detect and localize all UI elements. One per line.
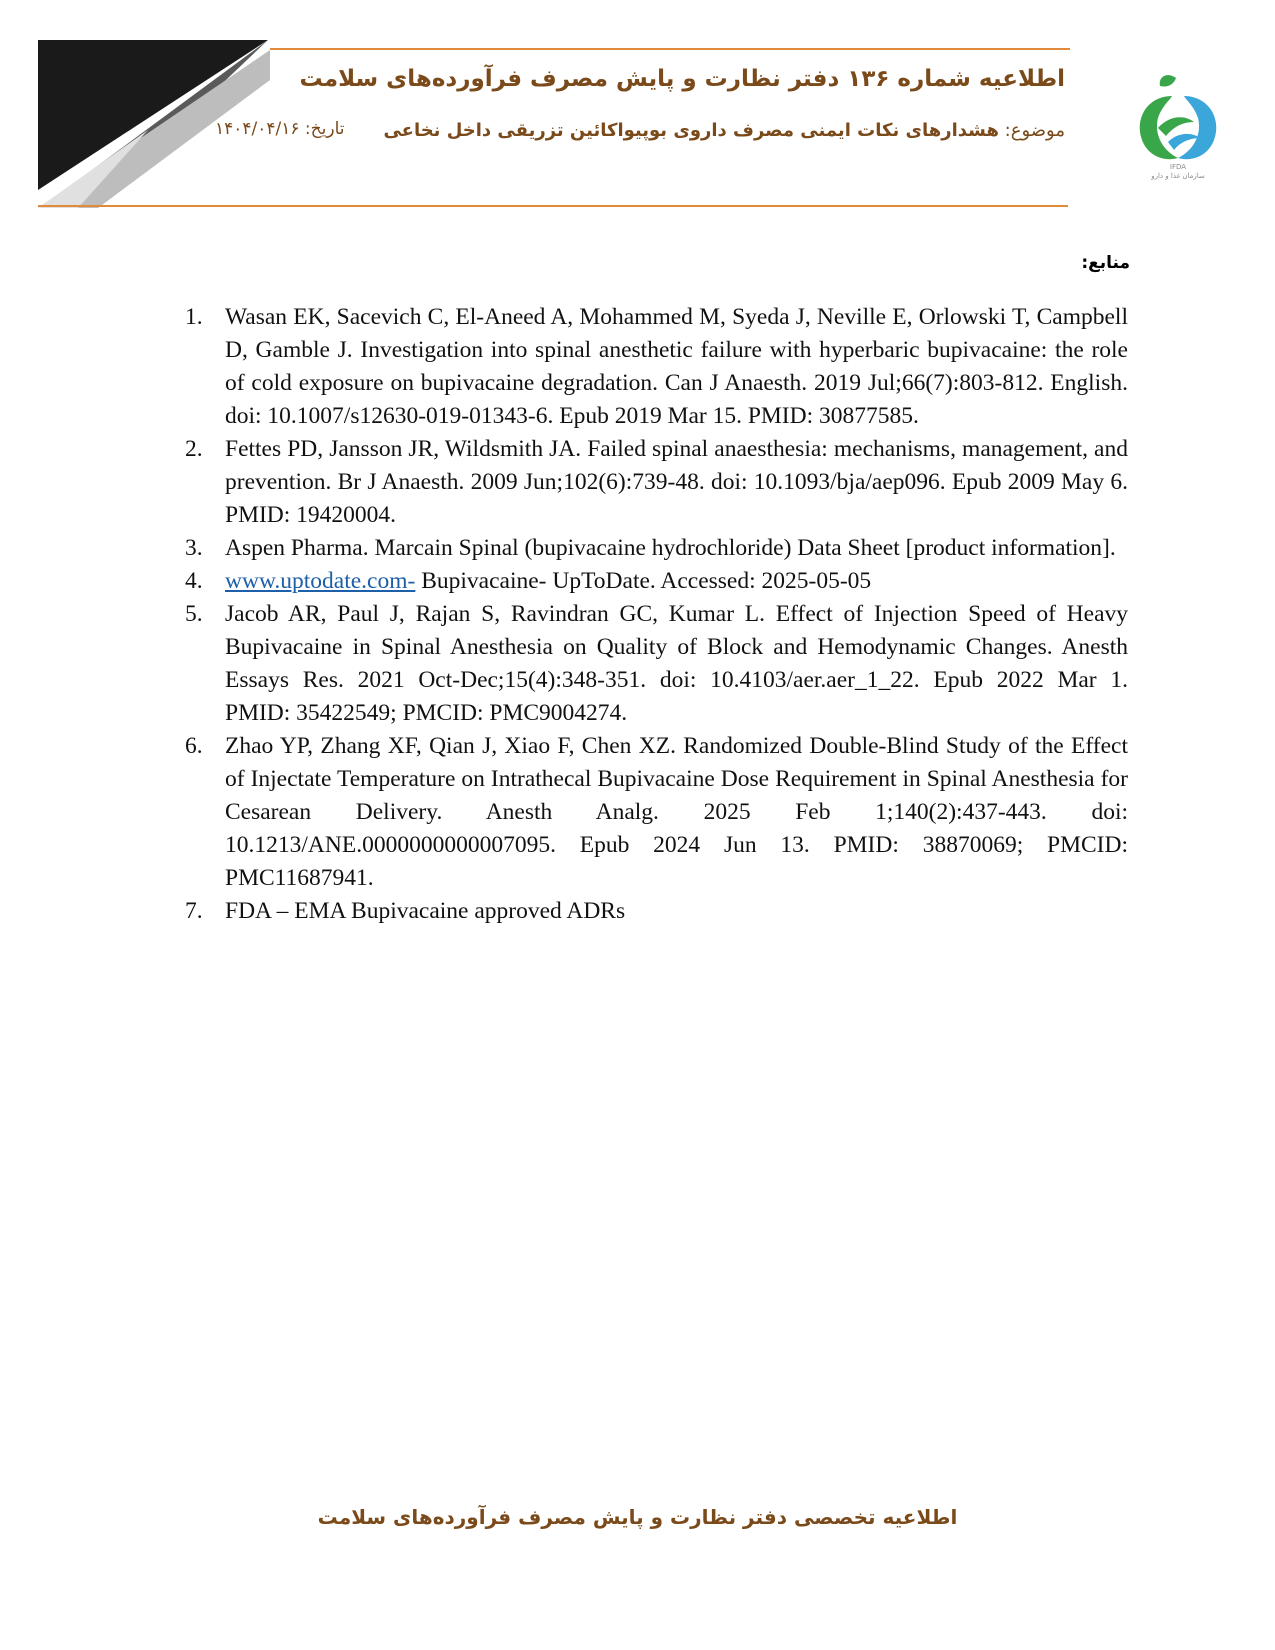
- header-bottom-rule: [38, 205, 1068, 207]
- reference-item: 2. Fettes PD, Jansson JR, Wildsmith JA. Failed spinal anaesthesia: mechanisms, management, and prevention. Br J Anaesth. 2009 Jun;102(6):739-48. doi: 10.1093/bja/aep096. Epub 2009 May 6. PMID: 19420004.: [185, 436, 1128, 528]
- subject-label: موضوع:: [1004, 120, 1065, 141]
- reference-text: FDA – EMA Bupivacaine approved ADRs: [225, 898, 626, 924]
- subject-value: هشدارهای نکات ایمنی مصرف داروی بوپیواکائین تزریقی داخل نخاعی: [383, 120, 999, 141]
- uptodate-link[interactable]: www.uptodate.com-: [225, 568, 416, 594]
- reference-item: 1. Wasan EK, Sacevich C, El-Aneed A, Mohammed M, Syeda J, Neville E, Orlowski T, Campbell D, Gamble J. Investigation into spinal anesthetic failure with hyperbaric bupivacaine: the role of cold exposure on bupivacaine degradation. Can J Anaesth. 2019 Jul;66(7):803-812. English. doi: 10.1007/s12630-019-01343-6. Epub 2019 Mar 15. PMID: 30877585.: [185, 304, 1128, 429]
- date-label: تاریخ:: [304, 119, 345, 139]
- reference-text: Aspen Pharma. Marcain Spinal (bupivacaine hydrochloride) Data Sheet [product information].: [225, 535, 1116, 561]
- document-subject: [383, 120, 1065, 141]
- reference-item: 4. www.uptodate.com- Bupivacaine- UpToDate. Accessed: 2025-05-05: [185, 568, 872, 594]
- logo-caption-en: IFDA: [1169, 163, 1187, 171]
- reference-item: 5. Jacob AR, Paul J, Rajan S, Ravindran GC, Kumar L. Effect of Injection Speed of Heavy Bupivacaine in Spinal Anesthesia on Quality of Block and Hemodynamic Changes. Anesth Essays Res. 2021 Oct-Dec;15(4):348-351. doi: 10.4103/aer.aer_1_22. Epub 2022 Mar 1. PMID: 35422549; PMCID: PMC9004274.: [185, 601, 1128, 726]
- header-top-rule: [270, 48, 1070, 50]
- document-title: اطلاعیه شماره ۱۳۶ دفتر نظارت و پایش مصرف فرآورده‌های سلامت: [299, 66, 1065, 92]
- references-heading: منابع:: [1081, 253, 1130, 273]
- reference-item: 6. Zhao YP, Zhang XF, Qian J, Xiao F, Chen XZ. Randomized Double-Blind Study of the Effect of Injectate Temperature on Intrathecal Bupivacaine Dose Requirement in Spinal Anesthesia for Cesarean Delivery. Anesth Analg. 2025 Feb 1;140(2):437-443. doi: 10.1213/ANE.0000000000007095. Epub 2024 Jun 13. PMID: 38870069; PMCID: PMC11687941.: [185, 733, 1128, 891]
- reference-text: Bupivacaine- UpToDate. Accessed: 2025-05-05: [415, 568, 872, 594]
- page-footer: اطلاعیه تخصصی دفتر نظارت و پایش مصرف فرآورده‌های سلامت: [317, 1505, 958, 1529]
- references-list: [185, 301, 1128, 928]
- logo-caption: [1148, 163, 1208, 181]
- reference-item: 7. FDA – EMA Bupivacaine approved ADRs: [185, 898, 626, 924]
- reference-text: Wasan EK, Sacevich C, El-Aneed A, Mohammed M, Syeda J, Neville E, Orlowski T, Campbell D, Gamble J. Investigation into spinal anesthetic failure with hyperbaric bupivacaine: the role of cold exposure on bupivacaine degradation. Can J Anaesth. 2019 Jul;66(7):803-812. English. doi: 10.1007/s12630-019-01343-6. Epub 2019 Mar 15. PMID: 30877585.: [225, 304, 1128, 429]
- reference-item: 3. Aspen Pharma. Marcain Spinal (bupivacaine hydrochloride) Data Sheet [product information].: [185, 535, 1116, 561]
- logo-caption-fa: سازمان غذا و دارو: [1151, 172, 1205, 180]
- date-value: ۱۴۰۴/۰۴/۱۶: [215, 119, 300, 139]
- reference-text: Zhao YP, Zhang XF, Qian J, Xiao F, Chen XZ. Randomized Double-Blind Study of the Effect of Injectate Temperature on Intrathecal Bupivacaine Dose Requirement in Spinal Anesthesia for Cesarean Delivery. Anesth Analg. 2025 Feb 1;140(2):437-443. doi: 10.1213/ANE.0000000000007095. Epub 2024 Jun 13. PMID: 38870069; PMCID: PMC11687941.: [225, 733, 1128, 891]
- document-date: [215, 119, 344, 139]
- reference-text: Jacob AR, Paul J, Rajan S, Ravindran GC, Kumar L. Effect of Injection Speed of Heavy Bupivacaine in Spinal Anesthesia on Quality of Block and Hemodynamic Changes. Anesth Essays Res. 2021 Oct-Dec;15(4):348-351. doi: 10.4103/aer.aer_1_22. Epub 2022 Mar 1. PMID: 35422549; PMCID: PMC9004274.: [225, 601, 1128, 726]
- reference-text: Fettes PD, Jansson JR, Wildsmith JA. Failed spinal anaesthesia: mechanisms, management, and prevention. Br J Anaesth. 2009 Jun;102(6):739-48. doi: 10.1093/bja/aep096. Epub 2009 May 6. PMID: 19420004.: [225, 436, 1128, 528]
